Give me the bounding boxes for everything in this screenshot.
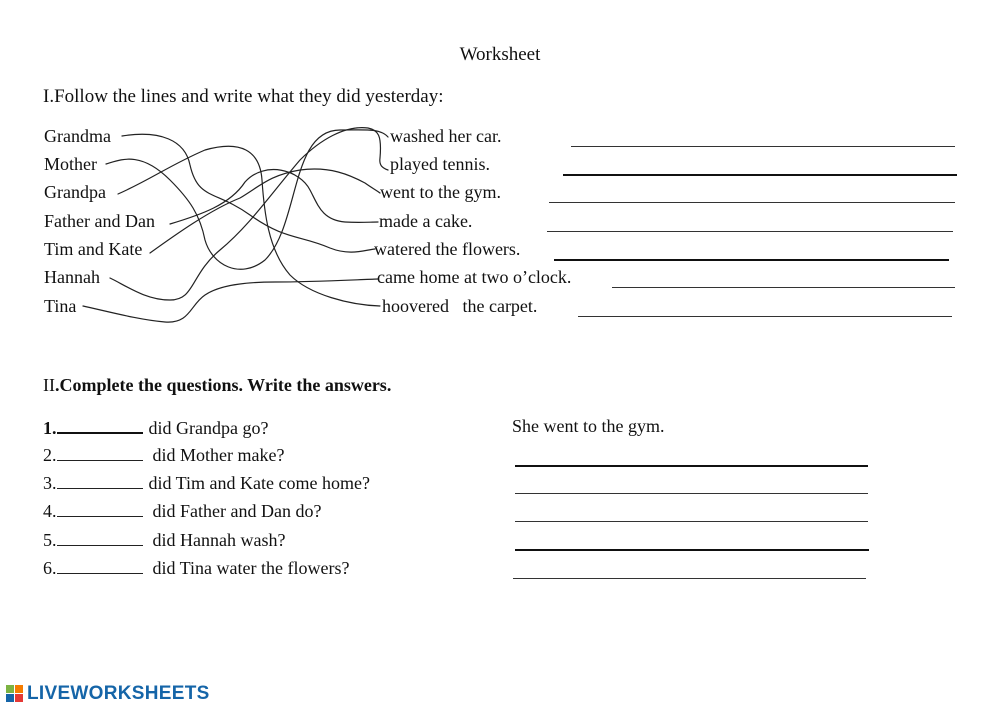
question-row-6 — [43, 557, 349, 579]
question-number: 6. — [43, 558, 57, 578]
activity-came-home: came home at two o’clock. — [377, 267, 572, 287]
name-father-and-dan: Father and Dan — [44, 211, 155, 231]
answer-line-4[interactable] — [547, 231, 953, 232]
tangle-line-grandpa — [118, 146, 380, 306]
activity-hoovered-the-carpet: hoovered the carpet. — [382, 296, 538, 316]
name-tim-and-kate: Tim and Kate — [44, 239, 143, 259]
answer-line-5[interactable] — [554, 259, 949, 261]
liveworksheets-logo[interactable] — [6, 683, 210, 705]
answer-line-q4[interactable] — [515, 521, 868, 522]
name-hannah: Hannah — [44, 267, 100, 287]
activity-washed-her-car: washed her car. — [390, 126, 502, 146]
question-blank[interactable] — [57, 500, 143, 517]
logo-text: LIVEWORKSHEETS — [27, 683, 210, 704]
question-number: 2. — [43, 445, 57, 465]
question-text: did Grandpa go? — [148, 418, 269, 438]
answer-line-1[interactable] — [571, 146, 955, 147]
question-blank[interactable] — [57, 472, 143, 489]
question-blank[interactable] — [57, 529, 143, 546]
tangle-line-tina — [83, 279, 378, 322]
answer-line-q3[interactable] — [515, 493, 868, 494]
answer-line-q2[interactable] — [515, 465, 868, 467]
answer-text-1: She went to the gym. — [512, 416, 665, 436]
answer-line-3[interactable] — [549, 202, 955, 203]
question-row-1 — [43, 416, 268, 439]
question-row-4 — [43, 500, 321, 522]
question-number: 4. — [43, 501, 57, 521]
name-tina: Tina — [44, 296, 77, 316]
name-grandma: Grandma — [44, 126, 111, 146]
question-row-5 — [43, 529, 285, 551]
question-text: did Hannah wash? — [152, 530, 286, 550]
answer-line-7[interactable] — [578, 316, 952, 317]
name-mother: Mother — [44, 154, 97, 174]
question-row-2 — [43, 444, 284, 466]
question-blank[interactable] — [57, 557, 143, 574]
answer-line-2[interactable] — [563, 174, 957, 176]
answer-line-6[interactable] — [612, 287, 955, 288]
answer-line-q6[interactable] — [513, 578, 866, 579]
name-grandpa: Grandpa — [44, 182, 106, 202]
liveworksheets-logo-icon — [6, 685, 24, 703]
activity-went-to-the-gym: went to the gym. — [380, 182, 501, 202]
question-number: 3. — [43, 473, 57, 493]
question-text: did Tim and Kate come home? — [148, 473, 370, 493]
page-title: Worksheet — [459, 44, 541, 65]
activity-played-tennis: played tennis. — [390, 154, 490, 174]
activity-watered-the-flowers: watered the flowers. — [374, 239, 521, 259]
question-text: did Tina water the flowers? — [152, 558, 350, 578]
question-blank[interactable] — [57, 444, 143, 461]
section-2-numeral: II — [43, 375, 55, 395]
question-blank[interactable] — [57, 416, 143, 434]
activity-made-a-cake: made a cake. — [379, 211, 473, 231]
section-2-heading — [43, 375, 391, 396]
question-text: did Mother make? — [152, 445, 285, 465]
question-number: 5. — [43, 530, 57, 550]
section-1-heading: I.Follow the lines and write what they did yesterday: — [43, 86, 444, 107]
answer-line-q5[interactable] — [515, 549, 869, 551]
question-row-3 — [43, 472, 370, 494]
question-text: did Father and Dan do? — [152, 501, 322, 521]
section-2-heading-text: .Complete the questions. Write the answers. — [55, 375, 392, 395]
question-number: 1. — [43, 418, 57, 438]
